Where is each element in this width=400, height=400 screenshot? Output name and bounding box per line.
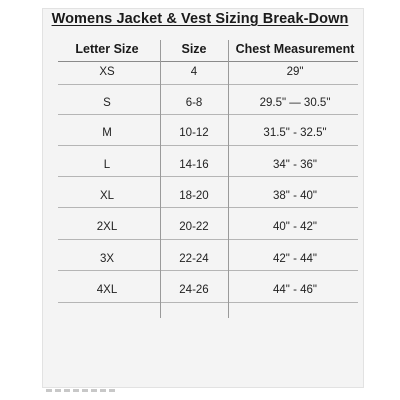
row-divider bbox=[58, 239, 358, 240]
cell-chest-measurement: 42" - 44" bbox=[273, 253, 317, 265]
header-letter-size: Letter Size bbox=[75, 42, 139, 56]
header-chest-measurement: Chest Measurement bbox=[235, 42, 355, 56]
header-size: Size bbox=[181, 42, 207, 56]
cell-chest-measurement: 44" - 46" bbox=[273, 284, 317, 296]
cell-letter-size: L bbox=[103, 159, 111, 171]
cell-letter-size: XS bbox=[99, 66, 115, 78]
header-underline bbox=[58, 61, 358, 62]
cell-chest-measurement: 29" bbox=[286, 66, 304, 78]
footer-text-fragment bbox=[46, 389, 116, 392]
cell-chest-measurement: 31.5" - 32.5" bbox=[263, 127, 327, 139]
cell-size: 20-22 bbox=[179, 221, 209, 233]
table-row bbox=[0, 221, 400, 241]
column-divider-2 bbox=[228, 40, 229, 318]
row-divider bbox=[58, 270, 358, 271]
table-row bbox=[0, 66, 400, 86]
cell-letter-size: XL bbox=[99, 190, 115, 202]
cell-chest-measurement: 34" - 36" bbox=[273, 159, 317, 171]
cell-size: 10-12 bbox=[179, 127, 209, 139]
table-row bbox=[0, 127, 400, 147]
table-header-row bbox=[0, 42, 400, 60]
chart-title bbox=[0, 11, 400, 27]
cell-letter-size: M bbox=[102, 127, 112, 139]
cell-size: 14-16 bbox=[179, 159, 209, 171]
cell-size: 22-24 bbox=[179, 253, 209, 265]
cell-letter-size: 3X bbox=[99, 253, 115, 265]
row-divider bbox=[58, 114, 358, 115]
cell-size: 6-8 bbox=[185, 97, 203, 109]
cell-size: 18-20 bbox=[179, 190, 209, 202]
row-divider bbox=[58, 207, 358, 208]
cell-size: 24-26 bbox=[179, 284, 209, 296]
row-divider bbox=[58, 176, 358, 177]
table-row bbox=[0, 284, 400, 304]
cell-letter-size: 2XL bbox=[96, 221, 118, 233]
row-divider bbox=[58, 145, 358, 146]
cell-letter-size: S bbox=[103, 97, 111, 109]
row-divider bbox=[58, 302, 358, 303]
row-divider bbox=[58, 84, 358, 85]
cell-chest-measurement: 38" - 40" bbox=[273, 190, 317, 202]
cell-letter-size: 4XL bbox=[96, 284, 118, 296]
cell-size: 4 bbox=[190, 66, 198, 78]
cell-chest-measurement: 29.5" — 30.5" bbox=[259, 97, 331, 109]
cell-chest-measurement: 40" - 42" bbox=[273, 221, 317, 233]
column-divider-1 bbox=[160, 40, 161, 318]
chart-title-text: Womens Jacket & Vest Sizing Break-Down bbox=[51, 11, 349, 27]
